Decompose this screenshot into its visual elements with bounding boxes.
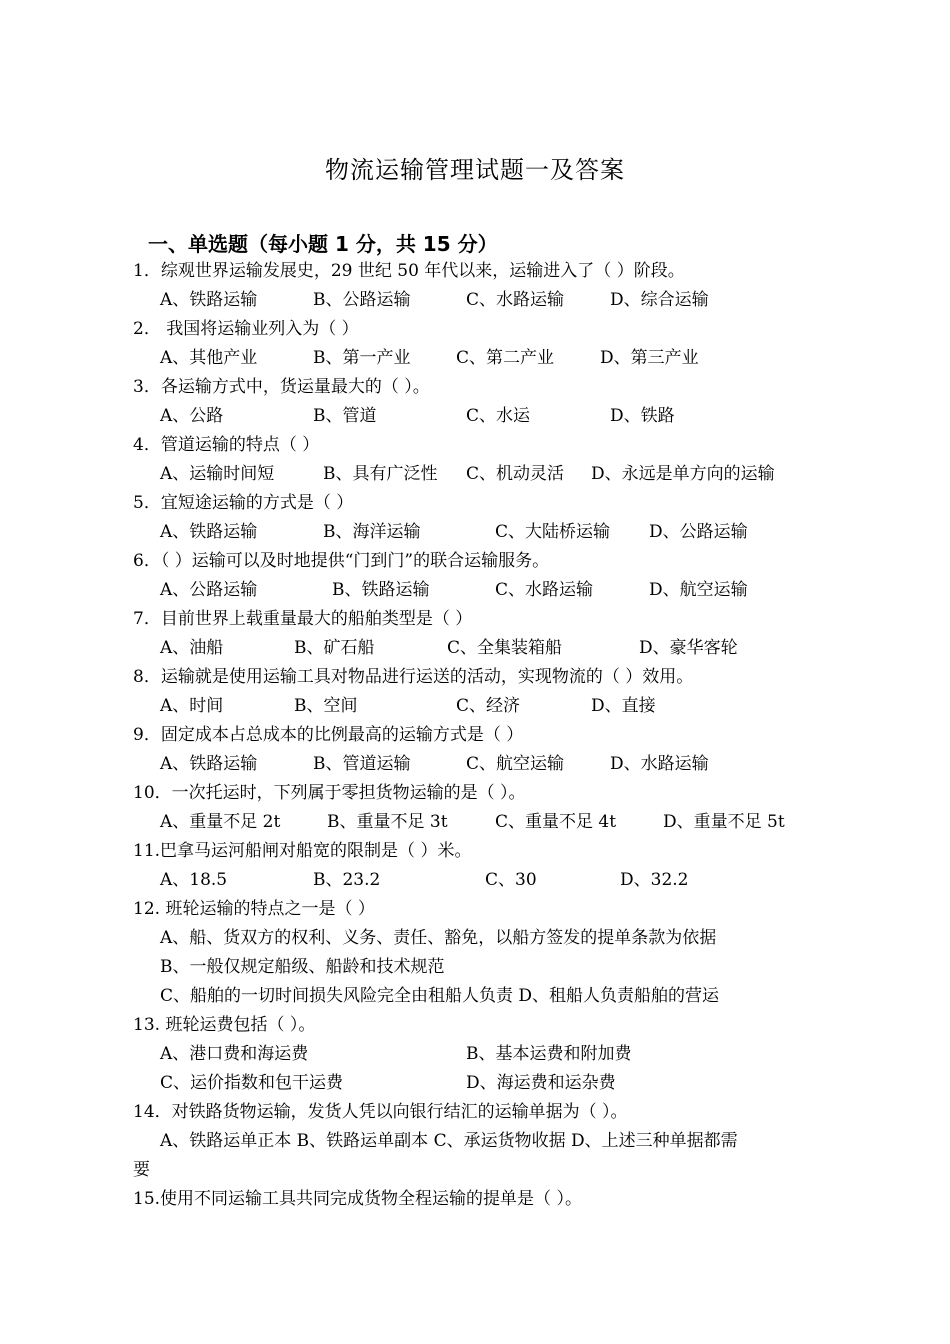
option-b: B、管道运输	[313, 754, 411, 774]
option-a: A、重量不足 2t	[160, 812, 281, 832]
option-b: B、海洋运输	[323, 522, 421, 542]
option-c: C、重量不足 4t	[495, 812, 617, 832]
question-13: 13. 班轮运费包括（ ）。	[133, 1015, 316, 1035]
option-a: A、其他产业	[160, 348, 258, 368]
options-5	[133, 518, 813, 547]
question-6: 6．（ ）运输可以及时地提供“门到门”的联合运输服务。	[133, 551, 550, 571]
section-heading: 一、单选题（每小题 1 分，共 15 分）	[148, 232, 498, 256]
page-title: 物流运输管理试题一及答案	[325, 156, 625, 184]
question-3: 3．各运输方式中，货运量最大的（ ）。	[133, 377, 430, 397]
options-11	[133, 866, 813, 895]
option-a: A、公路运输	[160, 580, 258, 600]
option-b: B、具有广泛性	[323, 464, 438, 484]
question-1: 1．综观世界运输发展史，29 世纪 50 年代以来，运输进入了（ ）阶段。	[133, 261, 685, 281]
option-c: C、机动灵活	[466, 464, 565, 484]
options-3	[133, 402, 813, 431]
options-4	[133, 460, 813, 489]
question-14: 14．对铁路货物运输，发货人凭以向银行结汇的运输单据为（ ）。	[133, 1102, 628, 1122]
options-13-row2	[133, 1069, 813, 1098]
option-c: C、水运	[466, 406, 531, 426]
option-c: C、第二产业	[456, 348, 555, 368]
question-7: 7．目前世界上载重量最大的船舶类型是（ ）	[133, 609, 473, 629]
option-a: A、港口费和海运费	[160, 1044, 309, 1064]
option-b: B、空间	[294, 696, 358, 716]
option-b: B、重量不足 3t	[327, 812, 448, 832]
option-c: C、航空运输	[466, 754, 565, 774]
option-c: C、全集装箱船	[447, 638, 563, 658]
option-c: C、大陆桥运输	[495, 522, 611, 542]
option-b: B、基本运费和附加费	[466, 1044, 632, 1064]
options-7	[133, 634, 813, 663]
option-d: D、直接	[591, 696, 656, 716]
option-a: A、铁路运输	[160, 522, 258, 542]
question-10: 10．一次托运时，下列属于零担货物运输的是（ ）。	[133, 783, 526, 803]
option-a: A、铁路运输	[160, 754, 258, 774]
option-d: D、综合运输	[610, 290, 709, 310]
option-a: A、油船	[160, 638, 224, 658]
options-8	[133, 692, 813, 721]
option-c: C、运价指数和包干运费	[160, 1073, 344, 1093]
options-1	[133, 286, 813, 315]
options-10	[133, 808, 813, 837]
options-2	[133, 344, 813, 373]
option-d: D、公路运输	[649, 522, 748, 542]
option-c: C、水路运输	[466, 290, 565, 310]
option-c: C、30	[485, 870, 537, 890]
option-a: A、公路	[160, 406, 224, 426]
option-b: B、铁路运输	[332, 580, 430, 600]
option-b: B、管道	[313, 406, 377, 426]
option-c: C、水路运输	[495, 580, 594, 600]
option-b: B、公路运输	[313, 290, 411, 310]
question-2: 2． 我国将运输业列入为（ ）	[133, 319, 359, 339]
option-a: A、时间	[160, 696, 224, 716]
option-c: C、经济	[456, 696, 521, 716]
option-d: D、水路运输	[610, 754, 709, 774]
option-d: D、32.2	[620, 870, 689, 890]
option-d: D、第三产业	[600, 348, 699, 368]
question-9: 9．固定成本占总成本的比例最高的运输方式是（ ）	[133, 725, 524, 745]
option-b: B、矿石船	[294, 638, 375, 658]
option-d: D、海运费和运杂费	[466, 1073, 616, 1093]
question-5: 5．宜短途运输的方式是（ ）	[133, 493, 354, 513]
option-d: D、豪华客轮	[639, 638, 738, 658]
option-a: A、运输时间短	[160, 464, 275, 484]
option-line-wrap: 要	[133, 1160, 150, 1180]
option-d: D、铁路	[610, 406, 675, 426]
option-b: B、23.2	[313, 870, 381, 890]
option-line: A、铁路运单正本 B、铁路运单副本 C、承运货物收据 D、上述三种单据都需	[160, 1131, 738, 1151]
option-d: D、永远是单方向的运输	[591, 464, 775, 484]
options-9	[133, 750, 813, 779]
question-4: 4．管道运输的特点（ ）	[133, 435, 320, 455]
option-b: B、第一产业	[313, 348, 411, 368]
question-8: 8．运输就是使用运输工具对物品进行运送的活动，实现物流的（ ）效用。	[133, 667, 694, 687]
option-line: C、船舶的一切时间损失风险完全由租船人负责 D、租船人负责船舶的营运	[160, 986, 720, 1006]
question-12: 12. 班轮运输的特点之一是（ ）	[133, 899, 375, 919]
question-list	[133, 257, 813, 1214]
option-a: A、铁路运输	[160, 290, 258, 310]
question-15: 15.使用不同运输工具共同完成货物全程运输的提单是（ ）。	[133, 1189, 582, 1209]
option-a: A、18.5	[160, 870, 228, 890]
option-line: A、船、货双方的权利、义务、责任、豁免，以船方签发的提单条款为依据	[160, 928, 717, 948]
options-6	[133, 576, 813, 605]
option-d: D、重量不足 5t	[663, 812, 785, 832]
option-line: B、一般仅规定船级、船龄和技术规范	[160, 957, 445, 977]
option-d: D、航空运输	[649, 580, 748, 600]
question-11: 11.巴拿马运河船闸对船宽的限制是（ ）米。	[133, 841, 472, 861]
options-13-row1	[133, 1040, 813, 1069]
